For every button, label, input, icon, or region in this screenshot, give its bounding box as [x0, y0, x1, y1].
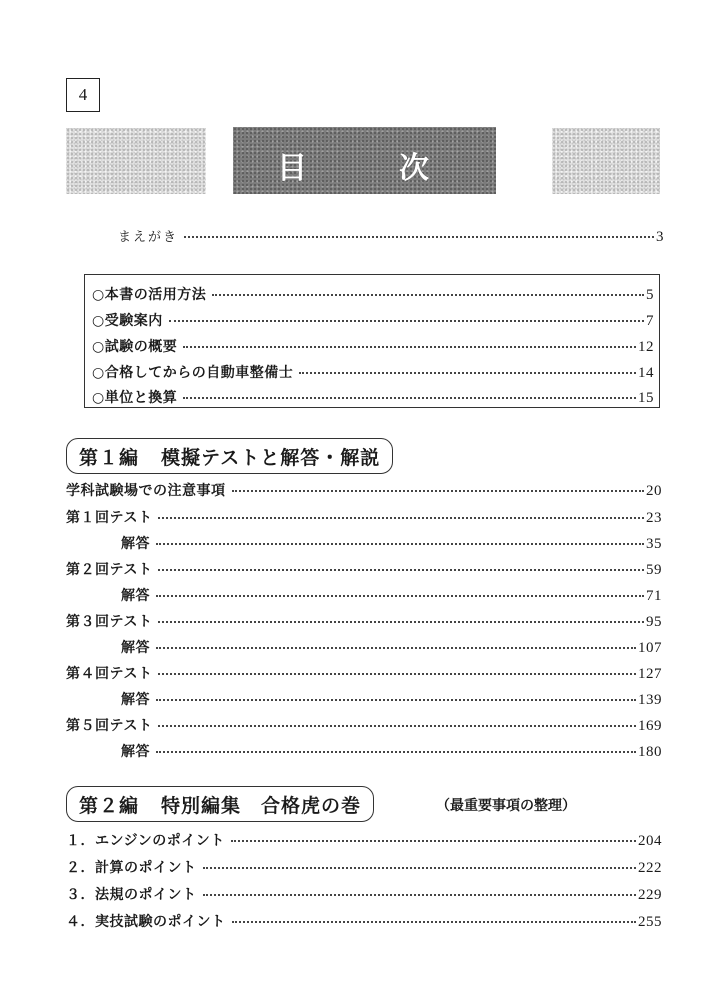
leader-dots — [231, 839, 636, 842]
leader-dots — [156, 542, 644, 545]
leader-dots — [156, 698, 636, 701]
leader-dots — [156, 646, 636, 649]
toc-entry-label: 解答 — [121, 692, 150, 708]
toc-entry-page: 180 — [638, 744, 662, 760]
toc-entry-page: 59 — [646, 562, 662, 578]
toc-entry-page: 139 — [638, 692, 662, 708]
toc-entry-page: 5 — [646, 287, 654, 303]
toc-entry-answer[interactable] — [121, 535, 662, 553]
contents-title — [233, 127, 496, 194]
toc-entry-label: ２．計算のポイント — [66, 860, 197, 876]
leader-dots — [203, 893, 637, 896]
part1-heading — [66, 438, 393, 474]
toc-entry-page: 127 — [638, 666, 662, 682]
leader-dots — [232, 489, 645, 492]
toc-entry-label: ３．法規のポイント — [66, 887, 197, 903]
toc-entry-page: 204 — [638, 833, 662, 849]
toc-entry-answer[interactable] — [121, 743, 662, 761]
toc-entry-label: １．エンジンのポイント — [66, 833, 225, 849]
toc-entry-page: 95 — [646, 614, 662, 630]
toc-entry-label: ○合格してからの自動車整備士 — [92, 365, 294, 381]
toc-entry[interactable] — [66, 832, 662, 850]
part2-number: 第２編 — [79, 794, 140, 817]
leader-dots — [184, 235, 654, 238]
toc-entry-page: 35 — [646, 536, 662, 552]
leader-dots — [212, 293, 644, 296]
leader-dots — [158, 672, 636, 675]
toc-entry[interactable] — [66, 482, 662, 500]
toc-entry-page: 222 — [638, 860, 662, 876]
toc-entry-label: 解答 — [121, 640, 150, 656]
toc-entry-page: 3 — [656, 229, 664, 245]
toc-entry-page: 14 — [638, 365, 654, 381]
toc-entry-page: 255 — [638, 914, 662, 930]
toc-entry[interactable] — [92, 338, 654, 356]
toc-entry-label: まえがき — [118, 230, 179, 245]
leader-dots — [183, 345, 636, 348]
toc-entry-label: 第４回テスト — [66, 666, 153, 682]
toc-entry[interactable] — [66, 665, 662, 683]
toc-entry-label: 解答 — [121, 536, 150, 552]
toc-entry-label: ○本書の活用方法 — [92, 287, 207, 303]
toc-entry-page: 15 — [638, 390, 654, 406]
toc-entry[interactable] — [92, 286, 654, 304]
leader-dots — [183, 396, 636, 399]
toc-entry-label: 学科試験場での注意事項 — [66, 483, 226, 499]
toc-entry-label: 第１回テスト — [66, 510, 153, 526]
part1-number: 第１編 — [79, 446, 140, 469]
toc-entry[interactable] — [92, 364, 654, 382]
toc-entry[interactable] — [66, 509, 662, 527]
leader-dots — [169, 319, 644, 322]
toc-entry-page: 12 — [638, 339, 654, 355]
toc-entry-page: 107 — [638, 640, 662, 656]
toc-entry[interactable] — [66, 561, 662, 579]
toc-entry-label: ○受験案内 — [92, 313, 163, 329]
contents-title-right: 次 — [399, 151, 429, 186]
toc-entry-label: ４．実技試験のポイント — [66, 914, 226, 930]
toc-entry-answer[interactable] — [121, 587, 662, 605]
toc-entry[interactable] — [66, 717, 662, 735]
toc-entry[interactable] — [92, 312, 654, 330]
part2-heading — [66, 786, 374, 822]
part2-title: 特別編集 合格虎の巻 — [161, 794, 362, 817]
page-number: 4 — [66, 78, 100, 112]
leader-dots — [299, 371, 636, 374]
toc-entry-page: 7 — [646, 313, 654, 329]
toc-entry[interactable] — [66, 913, 662, 931]
leader-dots — [156, 594, 644, 597]
toc-entry-answer[interactable] — [121, 691, 662, 709]
title-texture-right — [552, 128, 660, 194]
toc-entry-page: 23 — [646, 510, 662, 526]
toc-entry-answer[interactable] — [121, 639, 662, 657]
toc-entry-label: ○単位と換算 — [92, 390, 178, 406]
toc-entry-page: 169 — [638, 718, 662, 734]
part1-title: 模擬テストと解答・解説 — [161, 446, 381, 469]
leader-dots — [158, 724, 636, 727]
toc-entry[interactable] — [66, 859, 662, 877]
toc-entry-label: 解答 — [121, 588, 150, 604]
toc-entry-label: 第２回テスト — [66, 562, 153, 578]
contents-title-left: 目 — [277, 151, 307, 186]
leader-dots — [158, 620, 644, 623]
toc-entry-page: 71 — [646, 588, 662, 604]
leader-dots — [203, 866, 637, 869]
toc-entry-page: 20 — [646, 483, 662, 499]
leader-dots — [158, 516, 644, 519]
leader-dots — [158, 568, 644, 571]
part2-note: （最重要事項の整理） — [436, 798, 576, 814]
toc-entry-label: 解答 — [121, 744, 150, 760]
title-texture-left — [66, 128, 206, 194]
toc-entry-preface[interactable] — [118, 228, 664, 247]
leader-dots — [232, 920, 637, 923]
toc-entry-label: 第５回テスト — [66, 718, 153, 734]
toc-entry[interactable] — [66, 613, 662, 631]
leader-dots — [156, 750, 636, 753]
toc-entry[interactable] — [92, 389, 654, 407]
toc-entry-label: 第３回テスト — [66, 614, 153, 630]
toc-entry-label: ○試験の概要 — [92, 339, 178, 355]
toc-entry[interactable] — [66, 886, 662, 904]
toc-entry-page: 229 — [638, 887, 662, 903]
